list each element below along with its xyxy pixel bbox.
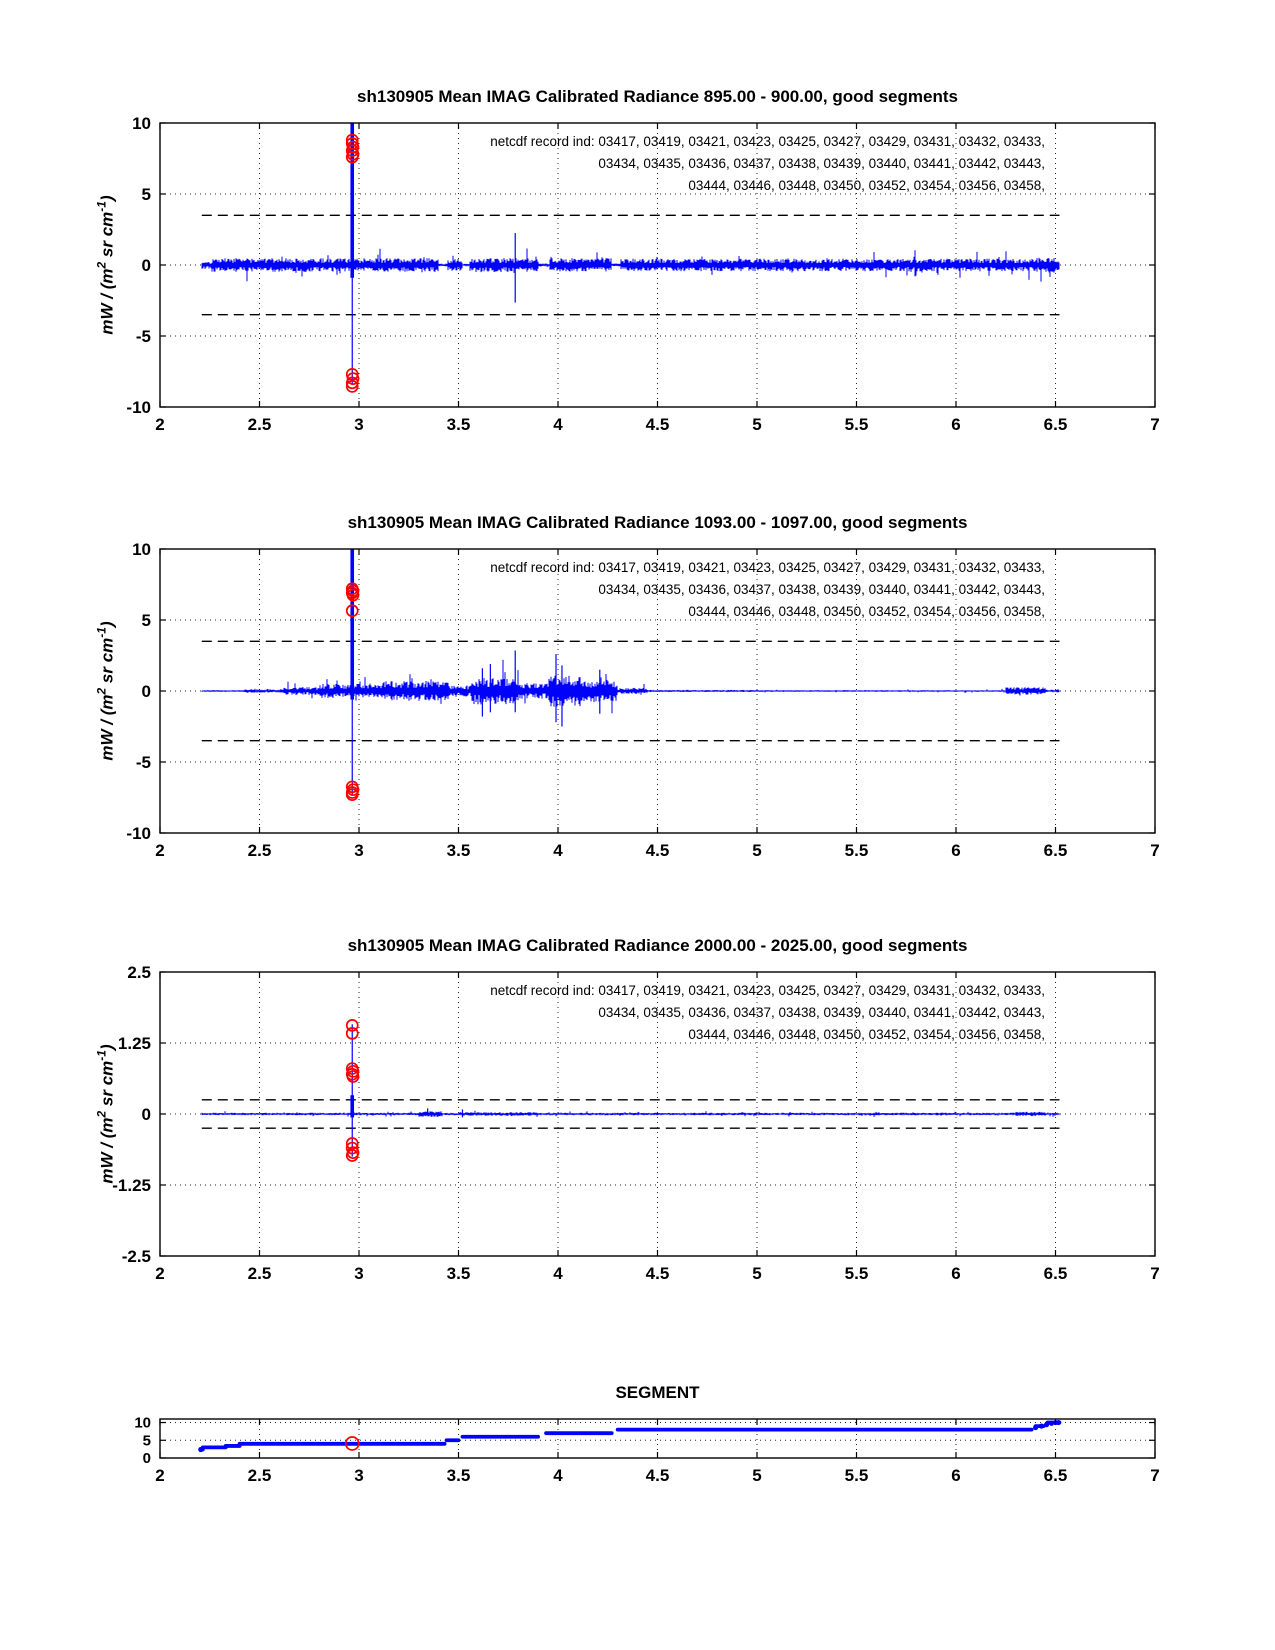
y-axis-label-1 — [95, 195, 118, 334]
y-tick-label: -10 — [126, 824, 151, 843]
x-tick-label: 7 — [1150, 841, 1160, 860]
y-tick-label: 10 — [134, 1414, 151, 1432]
signal-trace — [202, 1111, 1059, 1117]
segment-dot — [1044, 1422, 1049, 1427]
y-tick-label: -5 — [135, 753, 151, 772]
plot2-title: sh130905 Mean IMAG Calibrated Radiance 1093.00 - 1097.00, good segments — [347, 513, 968, 532]
ylabel-text: sr cm — [97, 637, 117, 688]
ylabel-text: mW / (m — [97, 694, 117, 761]
annotation-line-3: 03444, 03446, 03448, 03450, 03452, 03454, 03456, 03458, — [688, 1027, 1045, 1042]
ylabel-text: sr cm — [97, 211, 117, 262]
x-tick-label: 2 — [155, 415, 165, 434]
plot-segment — [134, 1415, 1159, 1485]
y-tick-label: 10 — [132, 114, 151, 133]
x-tick-label: 6.5 — [1043, 1264, 1068, 1283]
y-tick-label: 10 — [132, 540, 151, 559]
x-tick-label: 5 — [752, 1466, 762, 1485]
ylabel-text: ) — [97, 621, 117, 628]
x-tick-label: 7 — [1150, 1466, 1160, 1485]
x-tick-label: 3.5 — [446, 1466, 471, 1485]
x-tick-label: 6 — [951, 1264, 961, 1283]
ylabel-sup: 2 — [94, 687, 109, 695]
x-tick-label: 4.5 — [645, 1466, 670, 1485]
segment-dot — [198, 1447, 203, 1452]
x-tick-label: 6.5 — [1043, 1466, 1068, 1485]
x-tick-label: 5 — [752, 415, 762, 434]
ylabel-sup: 2 — [94, 1110, 109, 1118]
annotation-line-2: 03434, 03435, 03436, 03437, 03438, 03439, 03440, 03441, 03442, 03443, — [598, 156, 1045, 171]
x-tick-label: 5 — [752, 1264, 762, 1283]
x-tick-label: 7 — [1150, 415, 1160, 434]
y-tick-label: 5 — [142, 1432, 151, 1450]
ylabel-text: sr cm — [97, 1060, 117, 1111]
segment-dot — [1039, 1423, 1044, 1428]
y-tick-label: -10 — [126, 398, 151, 417]
netcdf-record-annotation-1 — [490, 131, 1045, 197]
x-tick-label: 2 — [155, 1264, 165, 1283]
y-tick-label: 0 — [142, 1450, 151, 1467]
y-tick-label: 5 — [141, 185, 151, 204]
x-tick-label: 2.5 — [247, 841, 272, 860]
x-tick-label: 5.5 — [844, 841, 869, 860]
x-tick-label: 3 — [354, 1264, 364, 1283]
y-tick-label: 5 — [141, 611, 151, 630]
ylabel-sup: 2 — [94, 261, 109, 269]
series-layer — [198, 1420, 1061, 1452]
segment-dot — [1056, 1420, 1061, 1425]
y-axis-label-3 — [95, 1044, 118, 1183]
plot3-title: sh130905 Mean IMAG Calibrated Radiance 2000.00 - 2025.00, good segments — [347, 936, 968, 955]
annotation-line-1: netcdf record ind: 03417, 03419, 03421, 03423, 03425, 03427, 03429, 03431, 03432, 03433, — [490, 134, 1045, 149]
annotation-line-3: 03444, 03446, 03448, 03450, 03452, 03454, 03456, 03458, — [688, 604, 1045, 619]
x-tick-label: 5.5 — [844, 1466, 869, 1485]
x-tick-label: 7 — [1150, 1264, 1160, 1283]
annotation-line-2: 03434, 03435, 03436, 03437, 03438, 03439, 03440, 03441, 03442, 03443, — [598, 1005, 1045, 1020]
ylabel-sup: -1 — [94, 627, 109, 638]
x-tick-label: 2.5 — [247, 1264, 272, 1283]
x-tick-label: 5.5 — [844, 1264, 869, 1283]
x-tick-label: 5.5 — [844, 415, 869, 434]
x-tick-label: 3.5 — [446, 415, 471, 434]
x-tick-label: 3 — [354, 841, 364, 860]
ylabel-text: ) — [97, 1044, 117, 1051]
x-tick-label: 5 — [752, 841, 762, 860]
ylabel-sup: -1 — [94, 201, 109, 212]
y-tick-label: -2.5 — [121, 1247, 151, 1266]
y-tick-label: -1.25 — [112, 1176, 151, 1195]
x-tick-label: 4.5 — [645, 415, 670, 434]
x-tick-label: 4 — [553, 415, 563, 434]
segment-dot — [1033, 1425, 1038, 1430]
ylabel-sup: -1 — [94, 1050, 109, 1061]
ylabel-text: mW / (m — [97, 1117, 117, 1184]
ylabel-text: ) — [97, 195, 117, 202]
annotation-line-2: 03434, 03435, 03436, 03437, 03438, 03439, 03440, 03441, 03442, 03443, — [598, 582, 1045, 597]
x-tick-label: 2 — [155, 841, 165, 860]
x-tick-label: 3.5 — [446, 841, 471, 860]
x-tick-label: 2 — [155, 1466, 165, 1485]
plot4-title: SEGMENT — [615, 1383, 700, 1402]
netcdf-record-annotation-3 — [490, 980, 1045, 1046]
y-tick-label: -5 — [135, 327, 151, 346]
y-tick-label: 0 — [141, 256, 151, 275]
x-tick-label: 6.5 — [1043, 841, 1068, 860]
x-tick-label: 2.5 — [247, 1466, 272, 1485]
x-tick-label: 4 — [553, 841, 563, 860]
signal-trace — [202, 660, 1059, 713]
netcdf-record-annotation-2 — [490, 557, 1045, 623]
signal-trace — [202, 249, 1059, 282]
annotation-line-3: 03444, 03446, 03448, 03450, 03452, 03454, 03456, 03458, — [688, 178, 1045, 193]
x-tick-label: 4 — [553, 1264, 563, 1283]
y-tick-label: 2.5 — [127, 963, 151, 982]
x-tick-label: 6.5 — [1043, 415, 1068, 434]
x-tick-label: 3 — [354, 415, 364, 434]
x-tick-label: 4.5 — [645, 1264, 670, 1283]
x-tick-label: 6 — [951, 841, 961, 860]
x-tick-label: 2.5 — [247, 415, 272, 434]
y-tick-label: 0 — [141, 682, 151, 701]
ylabel-text: mW / (m — [97, 268, 117, 335]
x-tick-label: 6 — [951, 415, 961, 434]
plot1-title: sh130905 Mean IMAG Calibrated Radiance 895.00 - 900.00, good segments — [357, 87, 958, 106]
y-tick-label: 1.25 — [117, 1034, 151, 1053]
annotation-line-1: netcdf record ind: 03417, 03419, 03421, 03423, 03425, 03427, 03429, 03431, 03432, 03433, — [490, 983, 1045, 998]
x-tick-label: 6 — [951, 1466, 961, 1485]
x-tick-label: 3.5 — [446, 1264, 471, 1283]
annotation-line-1: netcdf record ind: 03417, 03419, 03421, 03423, 03425, 03427, 03429, 03431, 03432, 03433, — [490, 560, 1045, 575]
y-axis-label-2 — [95, 621, 118, 760]
x-tick-label: 4 — [553, 1466, 563, 1485]
x-tick-label: 4.5 — [645, 841, 670, 860]
x-tick-label: 3 — [354, 1466, 364, 1485]
y-tick-label: 0 — [141, 1105, 151, 1124]
